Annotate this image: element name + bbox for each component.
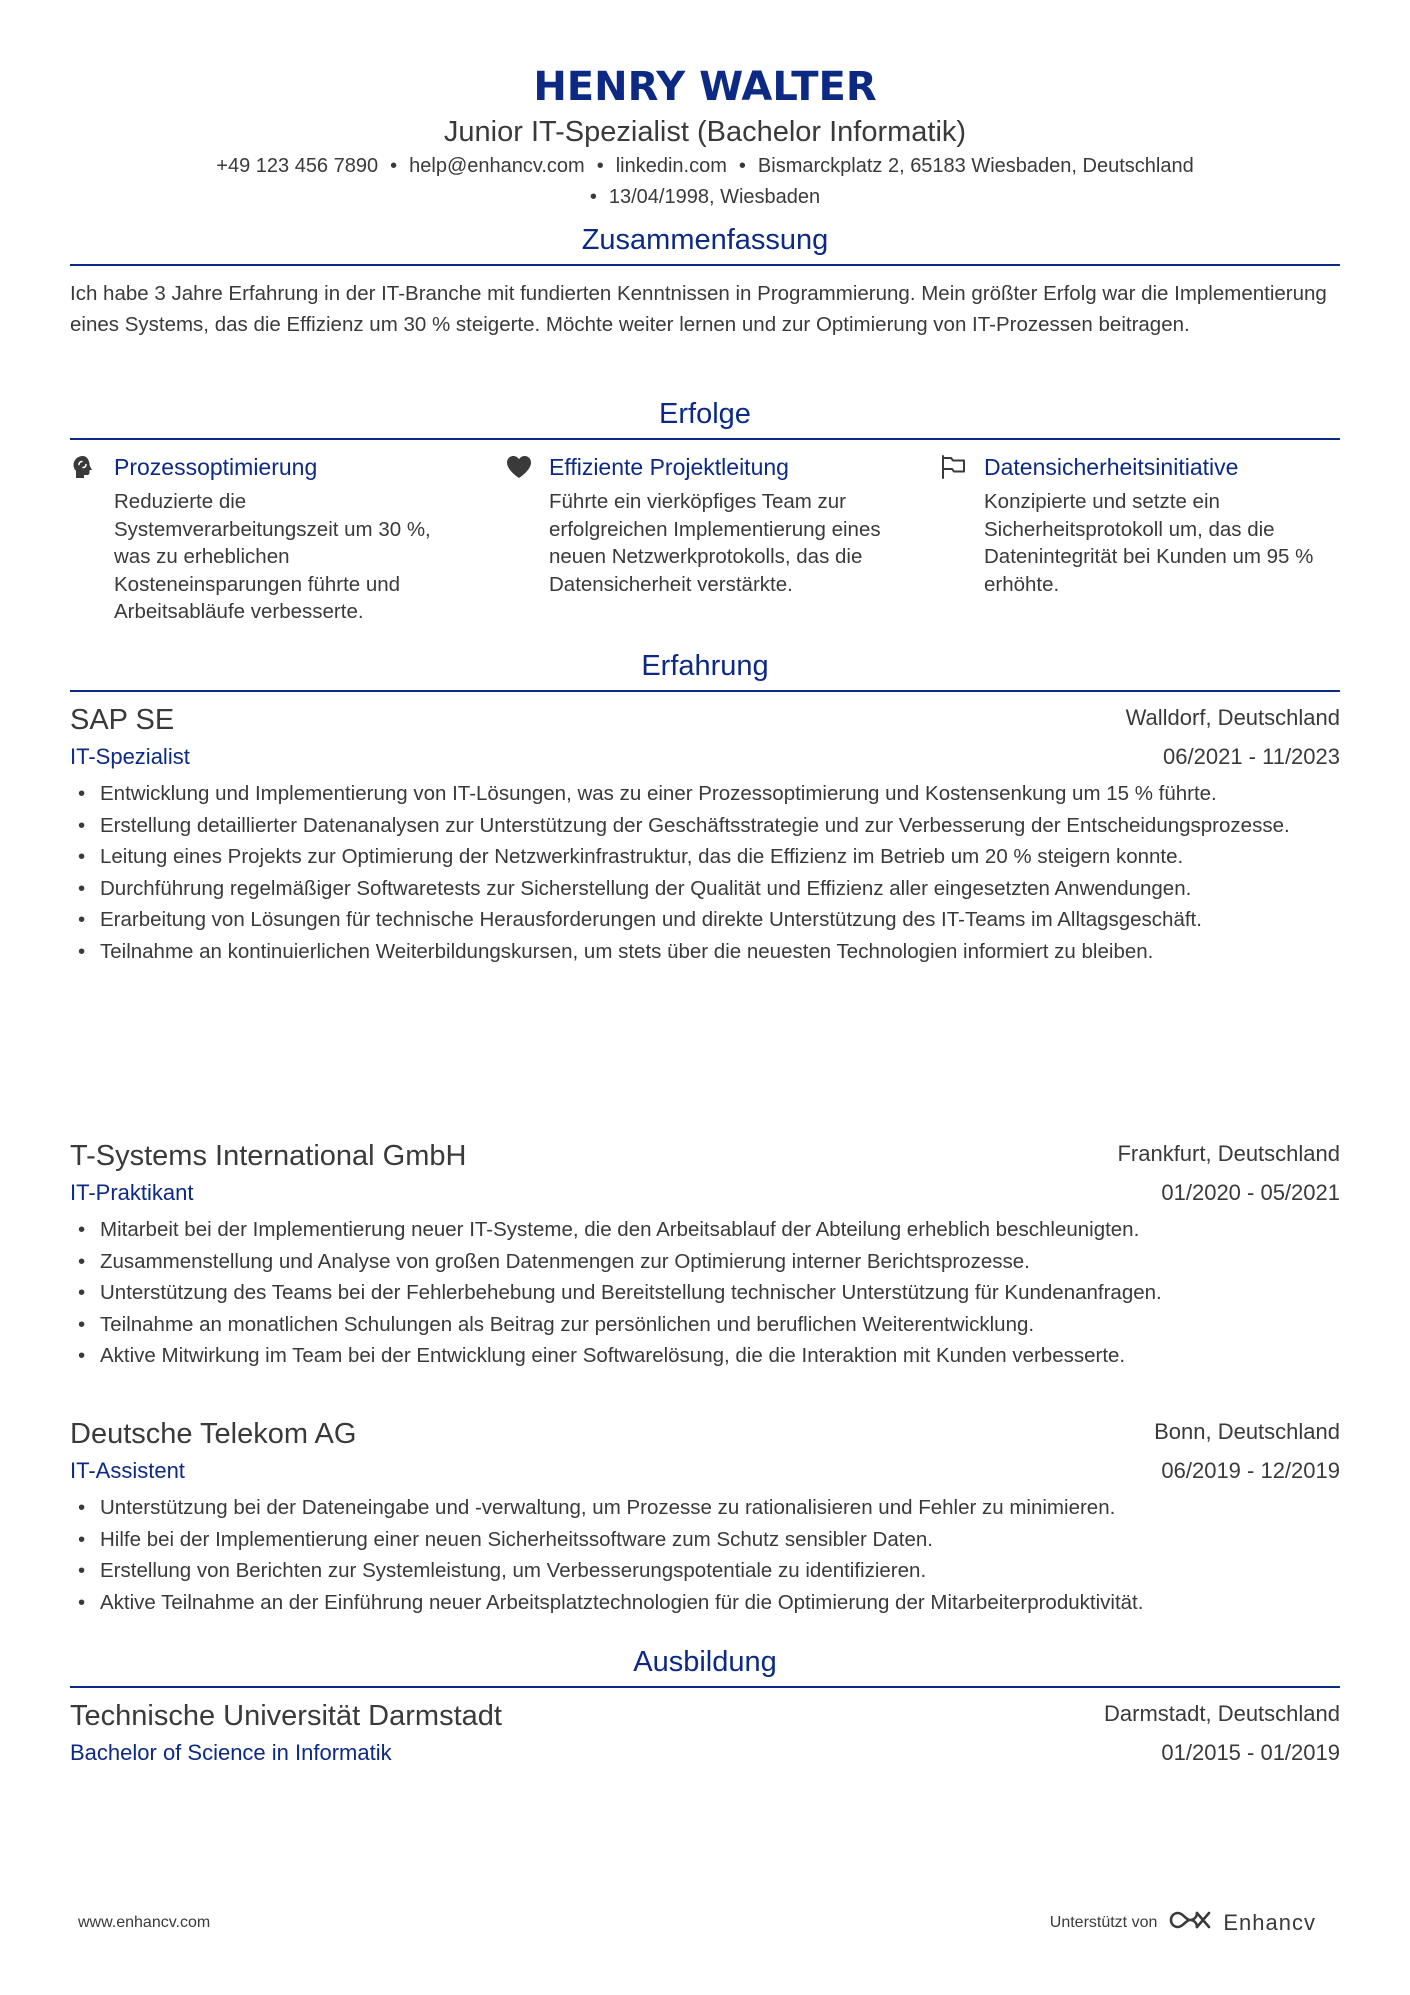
heart-icon bbox=[505, 454, 531, 480]
email-address[interactable]: help@enhancv.com bbox=[409, 155, 585, 177]
job-location: Bonn, Deutschland bbox=[1154, 1419, 1340, 1444]
list-item: • Mitarbeit bei der Implementierung neuer IT-Systeme, die den Arbeitsablauf der Abteilung erheblich beschleunigten. bbox=[70, 1214, 1340, 1246]
school-name: Technische Universität Darmstadt bbox=[70, 1700, 502, 1732]
list-item: • Aktive Mitwirkung im Team bei der Entwicklung einer Softwarelösung, die die Interaktion mit Kunden verbesserte. bbox=[70, 1340, 1340, 1372]
footer-branding bbox=[1050, 1908, 1316, 1937]
powered-by-label: Unterstützt von bbox=[1049, 1913, 1158, 1931]
job-bullets bbox=[70, 1492, 1340, 1618]
brain-icon bbox=[70, 454, 96, 480]
candidate-title: Junior IT-Spezialist (Bachelor Informatik) bbox=[443, 116, 967, 148]
job-role: IT-Praktikant bbox=[70, 1180, 194, 1205]
job-bullets bbox=[70, 778, 1340, 967]
contact-line-2 bbox=[70, 183, 1340, 212]
brand-name: Enhancv bbox=[1223, 1909, 1316, 1935]
job-bullets bbox=[70, 1214, 1340, 1372]
achievement-title: Datensicherheitsinitiative bbox=[984, 454, 1239, 480]
list-item: • Unterstützung bei der Dateneingabe und -verwaltung, um Prozesse zu rationalisieren und Fehler zu minimieren. bbox=[70, 1492, 1340, 1524]
achievement-description: Konzipierte und setzte ein Sicherheitsprotokoll um, das die Datenintegrität bei Kunden um 95 % erhöhte. bbox=[984, 490, 1314, 596]
job-dates: 06/2019 - 12/2019 bbox=[1161, 1458, 1340, 1483]
section-divider bbox=[70, 1686, 1340, 1688]
list-item: • Aktive Teilnahme an der Einführung neuer Arbeitsplatztechnologien für die Optimierung der Mitarbeiterproduktivität. bbox=[70, 1587, 1340, 1619]
linkedin-link[interactable]: linkedin.com bbox=[615, 155, 727, 177]
list-item: • Erstellung von Berichten zur Systemleistung, um Verbesserungspotentiale zu identifizieren. bbox=[70, 1555, 1340, 1587]
achievement-description: Reduzierte die Systemverarbeitungszeit um 30 %, was zu erheblichen Kosteneinsparungen führte und Arbeitsabläufe verbesserte. bbox=[114, 490, 431, 623]
job-location: Frankfurt, Deutschland bbox=[1117, 1141, 1340, 1166]
company-name: SAP SE bbox=[70, 704, 175, 736]
list-item: • Entwicklung und Implementierung von IT-Lösungen, was zu einer Prozessoptimierung und Kostensenkung um 15 % führte. bbox=[70, 778, 1340, 810]
job-dates: 01/2020 - 05/2021 bbox=[1161, 1180, 1340, 1205]
section-divider bbox=[70, 264, 1340, 266]
section-title-summary: Zusammenfassung bbox=[581, 224, 829, 256]
list-item: • Durchführung regelmäßiger Softwaretests zur Sicherstellung der Qualität und Effizienz aller eingesetzten Anwendungen. bbox=[70, 873, 1340, 905]
section-title-achievements: Erfolge bbox=[659, 398, 751, 430]
list-item: • Unterstützung des Teams bei der Fehlerbehebung und Bereitstellung technischer Unterstützung für Kundenanfragen. bbox=[70, 1277, 1340, 1309]
list-item: • Teilnahme an kontinuierlichen Weiterbildungskursen, um stets über die neuesten Technologien informiert zu bleiben. bbox=[70, 936, 1340, 968]
list-item: • Erstellung detaillierter Datenanalysen zur Unterstützung der Geschäftsstrategie und zur Verbesserung der Entscheidungsprozesse. bbox=[70, 810, 1340, 842]
list-item: • Hilfe bei der Implementierung einer neuen Sicherheitssoftware zum Schutz sensibler Daten. bbox=[70, 1524, 1340, 1556]
job-role: IT-Spezialist bbox=[70, 744, 190, 769]
list-item: • Zusammenstellung und Analyse von großen Datenmengen zur Optimierung interner Berichtsprozesse. bbox=[70, 1246, 1340, 1278]
job-dates: 06/2021 - 11/2023 bbox=[1163, 744, 1340, 769]
candidate-name: HENRY WALTER bbox=[533, 64, 877, 110]
address: Bismarckplatz 2, 65183 Wiesbaden, Deutschland bbox=[757, 155, 1194, 177]
separator-bullet: • bbox=[596, 155, 604, 177]
achievement-description: Führte ein vierköpfiges Team zur erfolgreichen Implementierung eines neuen Netzwerkprotokolls, das die Datensicherheit verstärkte. bbox=[549, 490, 881, 596]
education-dates: 01/2015 - 01/2019 bbox=[1161, 1740, 1340, 1765]
section-divider bbox=[70, 690, 1340, 692]
phone-number: +49 123 456 7890 bbox=[216, 155, 379, 177]
achievement-title: Effiziente Projektleitung bbox=[549, 454, 789, 480]
company-name: T-Systems International GmbH bbox=[70, 1140, 467, 1172]
separator-bullet: • bbox=[589, 186, 597, 208]
list-item: • Leitung eines Projekts zur Optimierung der Netzwerkinfrastruktur, das die Effizienz im Betrieb um 20 % steigern konnte. bbox=[70, 841, 1340, 873]
section-title-experience: Erfahrung bbox=[641, 650, 769, 682]
flag-icon bbox=[940, 454, 966, 480]
contact-line bbox=[70, 152, 1340, 181]
list-item: • Erarbeitung von Lösungen für technische Herausforderungen und direkte Unterstützung des IT-Teams im Alltagsgeschäft. bbox=[70, 904, 1340, 936]
separator-bullet: • bbox=[390, 155, 398, 177]
job-location: Walldorf, Deutschland bbox=[1125, 705, 1340, 730]
separator-bullet: • bbox=[738, 155, 746, 177]
list-item: • Teilnahme an monatlichen Schulungen als Beitrag zur persönlichen und beruflichen Weiterentwicklung. bbox=[70, 1309, 1340, 1341]
achievement-title: Prozessoptimierung bbox=[114, 454, 318, 480]
resume-header bbox=[70, 62, 1340, 212]
company-name: Deutsche Telekom AG bbox=[70, 1418, 357, 1450]
degree: Bachelor of Science in Informatik bbox=[70, 1740, 392, 1765]
school-location: Darmstadt, Deutschland bbox=[1104, 1701, 1340, 1726]
birth-info: 13/04/1998, Wiesbaden bbox=[608, 186, 821, 208]
job-role: IT-Assistent bbox=[70, 1458, 185, 1483]
enhancv-logo-icon bbox=[1167, 1908, 1213, 1937]
footer-website[interactable]: www.enhancv.com bbox=[78, 1914, 211, 1931]
section-title-education: Ausbildung bbox=[633, 1646, 777, 1678]
summary-text: Ich habe 3 Jahre Erfahrung in der IT-Branche mit fundierten Kenntnissen in Programmierung. Mein größter Erfolg war die Implementierung eines Systems, das die Effizienz um 30 % steigerte. Möchte weiter lernen und zur Optimierung von IT-Prozessen beitragen. bbox=[70, 282, 1327, 336]
section-divider bbox=[70, 438, 1340, 440]
